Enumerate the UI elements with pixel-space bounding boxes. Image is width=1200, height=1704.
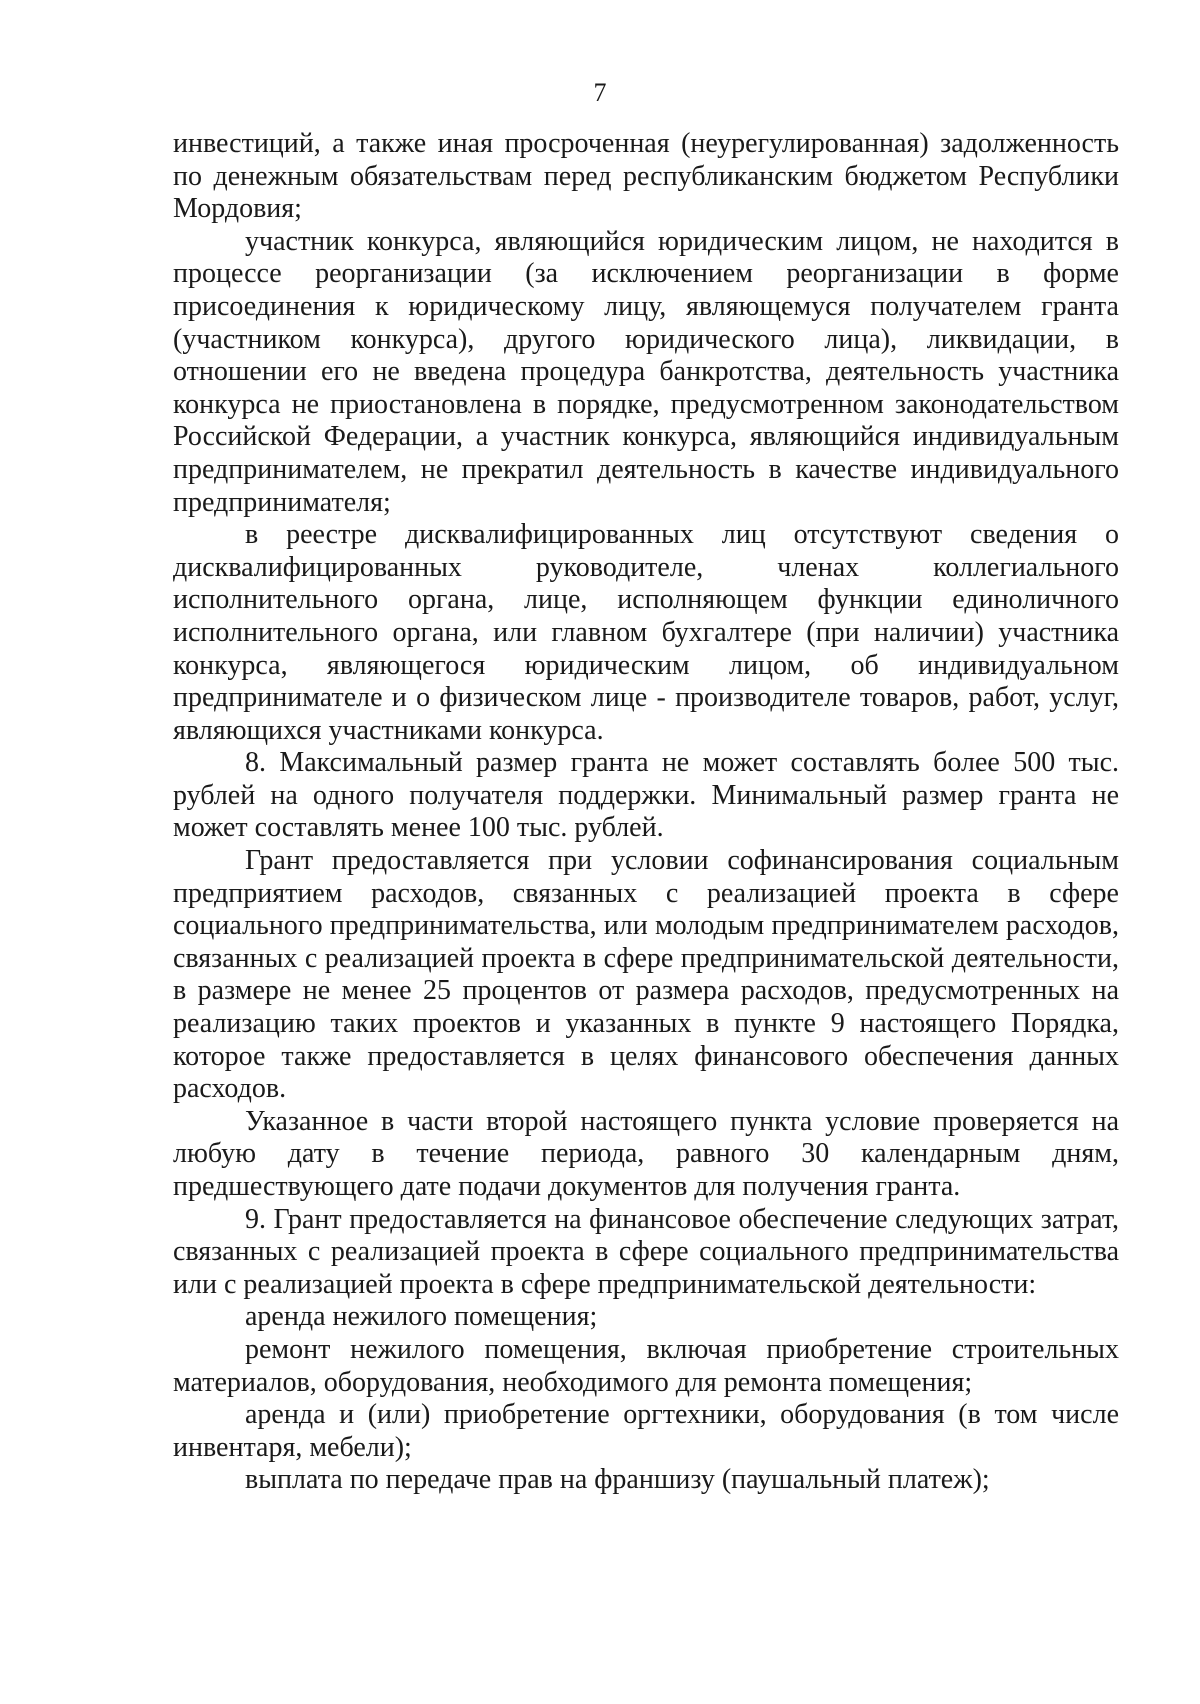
paragraph-grant-expenses: 9. Грант предоставляется на финансовое обеспечение следующих затрат, связанных с реализацией проекта в сфере социального предпринимательства или с реализацией проекта в сфере предпринимательской деятельности: — [173, 1203, 1119, 1300]
paragraph-grant-size: 8. Максимальный размер гранта не может составлять более 500 тыс. рублей на одного получателя поддержки. Минимальный размер гранта не может составлять менее 100 тыс. рублей. — [173, 747, 1119, 844]
paragraph-reorganization: участник конкурса, являющийся юридическим лицом, не находится в процессе реорганизации (за исключением реорганизации в форме присоединения к юридическому лицу, являющемуся получателем гранта (участником конкурса), другого юридического лица), ликвидации, в отношении его не введена процедура банкротства, деятельность участника конкурса не приостановлена в порядке, предусмотренном законодательством Российской Федерации, а участник конкурса, являющийся индивидуальным предпринимателем, не прекратил деятельность в качестве индивидуального предпринимателя; — [173, 225, 1119, 518]
list-item-repair-premises: ремонт нежилого помещения, включая приобретение строительных материалов, оборудования, необходимого для ремонта помещения; — [173, 1333, 1119, 1398]
paragraph-disqualified-registry: в реестре дисквалифицированных лиц отсутствуют сведения о дисквалифицированных руководителе, членах коллегиального исполнительного органа, лице, исполняющем функции единоличного исполнительного органа, или главном бухгалтере (при наличии) участника конкурса, являющегося юридическим лицом, об индивидуальном предпринимателе и о физическом лице - производителе товаров, работ, услуг, являющихся участниками конкурса. — [173, 519, 1119, 746]
list-item-rent-premises: аренда нежилого помещения; — [245, 1301, 598, 1333]
paragraph-continuation-debt: инвестиций, а также иная просроченная (неурегулированная) задолженность по денежным обязательствам перед республиканским бюджетом Республики Мордовия; — [173, 128, 1119, 225]
paragraph-condition-check: Указанное в части второй настоящего пункта условие проверяется на любую дату в течение периода, равного 30 календарным дням, предшествующего дате подачи документов для получения гранта. — [173, 1105, 1119, 1202]
paragraph-cofinancing: Грант предоставляется при условии софинансирования социальным предприятием расходов, связанных с реализацией проекта в сфере социального предпринимательства, или молодым предпринимателем расходов, связанных с реализацией проекта в сфере предпринимательской деятельности, в размере не менее 25 процентов от размера расходов, предусмотренных на реализацию таких проектов и указанных в пункте 9 настоящего Порядка, которое также предоставляется в целях финансового обеспечения данных расходов. — [173, 845, 1119, 1105]
document-body — [173, 128, 1119, 1497]
list-item-franchise-payment: выплата по передаче прав на франшизу (паушальный платеж); — [245, 1464, 990, 1496]
page-number: 7 — [593, 78, 607, 107]
list-item-office-equipment: аренда и (или) приобретение оргтехники, оборудования (в том числе инвентаря, мебели); — [173, 1399, 1119, 1463]
